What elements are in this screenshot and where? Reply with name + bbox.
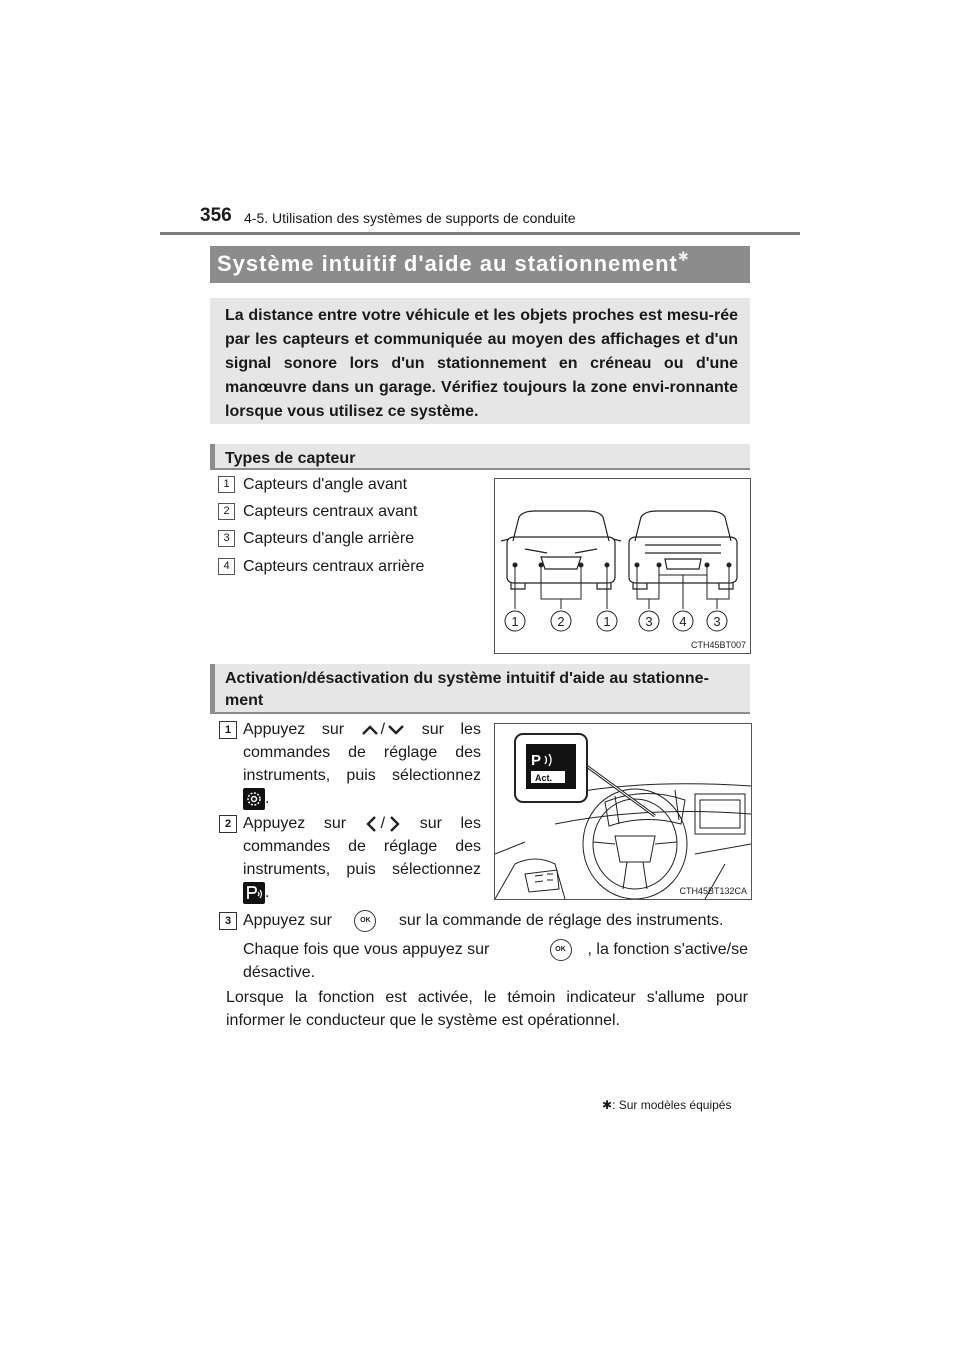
step-word: sur bbox=[321, 721, 345, 738]
step-number: 1 bbox=[219, 721, 237, 739]
step-line-icon bbox=[243, 881, 481, 904]
step-line-icon bbox=[243, 787, 481, 810]
sensors-heading-bar bbox=[210, 444, 750, 470]
callout-label: 3 bbox=[713, 614, 721, 629]
intro-box bbox=[210, 298, 750, 424]
display-p-label: P bbox=[531, 752, 542, 769]
footnote-text: : Sur modèles équipés bbox=[612, 1098, 732, 1112]
activation-heading-line2: ment bbox=[225, 692, 264, 709]
callout-label: 4 bbox=[679, 614, 687, 629]
car-front-rear-illustration bbox=[495, 479, 750, 653]
sensor-num: 1 bbox=[218, 476, 235, 493]
section-title: 4-5. Utilisation des systèmes de supports de conduite bbox=[244, 210, 576, 226]
sensors-heading: Types de capteur bbox=[225, 450, 356, 467]
sensor-label: Capteurs centraux avant bbox=[243, 503, 418, 520]
chevron-up-icon bbox=[361, 724, 379, 736]
settings-gear-icon bbox=[243, 788, 265, 810]
step-3-note bbox=[243, 938, 748, 984]
title-marker: ✱ bbox=[677, 249, 690, 264]
step-word: Appuyez bbox=[243, 721, 306, 738]
sensor-label: Capteurs d'angle avant bbox=[243, 476, 408, 493]
sensor-item bbox=[218, 530, 414, 548]
step-line: commandes de réglage des bbox=[243, 744, 481, 761]
sensor-num: 4 bbox=[218, 558, 235, 575]
activation-heading-line1: Activation/désactivation du système intuitif d'aide au stationne- bbox=[225, 670, 709, 687]
button-separator: / bbox=[380, 721, 386, 738]
step-word: sur bbox=[421, 721, 444, 738]
footnote bbox=[602, 1098, 731, 1112]
display-act-label: Act. bbox=[535, 773, 553, 783]
chevron-left-icon bbox=[365, 815, 377, 833]
up-down-buttons bbox=[361, 718, 405, 741]
title-text: Système intuitif d'aide au stationnement bbox=[217, 251, 678, 276]
callout-label: 3 bbox=[645, 614, 653, 629]
sensor-label: Capteurs d'angle arrière bbox=[243, 530, 415, 547]
footnote-marker: ✱ bbox=[602, 1098, 613, 1112]
callout-label: 2 bbox=[557, 614, 565, 629]
step-line: commandes de réglage des bbox=[243, 838, 481, 855]
sensor-item bbox=[218, 476, 407, 494]
sensor-item bbox=[218, 558, 424, 576]
activation-heading-bar bbox=[210, 664, 750, 714]
step-end: . bbox=[265, 884, 270, 901]
sensor-figure bbox=[494, 478, 751, 654]
step-word: les bbox=[460, 815, 481, 832]
sensor-label: Capteurs centraux arrière bbox=[243, 558, 425, 575]
step-word: sur bbox=[419, 815, 442, 832]
sensor-item bbox=[218, 503, 417, 521]
dashboard-figure bbox=[494, 723, 752, 900]
ok-button-icon: OK bbox=[354, 910, 376, 932]
sensor-num: 3 bbox=[218, 530, 235, 547]
step-word: Appuyez bbox=[243, 815, 306, 832]
step-line: instruments, puis sélectionnez bbox=[243, 767, 481, 784]
ok-button-icon: OK bbox=[550, 939, 572, 961]
step-3-before: Appuyez sur bbox=[243, 912, 332, 929]
sensor-num: 2 bbox=[218, 503, 235, 520]
dashboard-illustration bbox=[495, 724, 751, 899]
parking-sensor-icon bbox=[243, 882, 265, 904]
chevron-down-icon bbox=[387, 724, 405, 736]
step-number: 2 bbox=[219, 815, 237, 833]
note-line2: désactive. bbox=[243, 964, 316, 981]
intro-text: La distance entre votre véhicule et les objets proches est mesu-rée par les capteurs et communiquée au moyen des affichages et d'un signal sonore lors d'un stationnement en créneau ou d'une manœuvre dans un garage. Vérifiez toujours la zone envi-ronnante lorsque vous utilisez ce système. bbox=[225, 307, 738, 420]
step-2-text bbox=[243, 812, 481, 904]
step-1-text bbox=[243, 718, 481, 810]
header-rule bbox=[160, 232, 800, 235]
step-word: sur bbox=[323, 815, 347, 832]
step-number: 3 bbox=[219, 912, 237, 930]
summary-text: Lorsque la fonction est activée, le témoin indicateur s'allume pour informer le conducteur que le système est opérationnel. bbox=[226, 989, 748, 1029]
step-3-after: sur la commande de réglage des instruments. bbox=[398, 912, 724, 929]
callout-label: 1 bbox=[603, 614, 611, 629]
step-line: instruments, puis sélectionnez bbox=[243, 861, 481, 878]
step-3-text bbox=[243, 909, 748, 932]
chevron-right-icon bbox=[389, 815, 401, 833]
step-end: . bbox=[265, 790, 270, 807]
step-word: les bbox=[460, 721, 481, 738]
left-right-buttons bbox=[365, 812, 401, 835]
page-number: 356 bbox=[200, 205, 232, 226]
note-after: , la fonction s'active/se bbox=[587, 941, 748, 958]
note-before: Chaque fois que vous appuyez sur bbox=[243, 941, 490, 958]
figure-code: CTH45BT132CA bbox=[679, 886, 747, 896]
callout-label: 1 bbox=[511, 614, 519, 629]
figure-code: CTH45BT007 bbox=[690, 640, 746, 650]
page-title bbox=[217, 251, 690, 277]
button-separator: / bbox=[380, 815, 386, 832]
